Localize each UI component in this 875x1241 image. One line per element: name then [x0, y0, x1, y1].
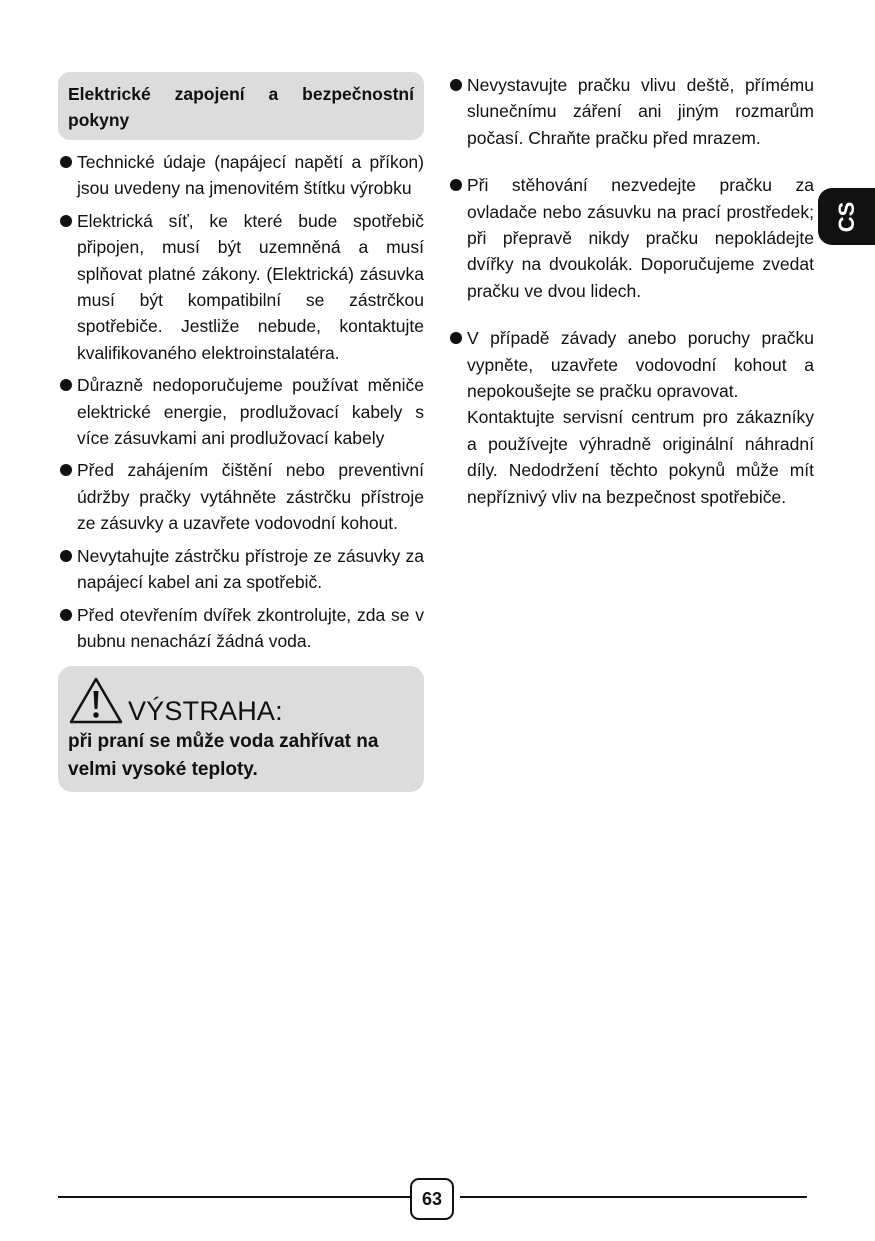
list-item-text: Důrazně nedoporučujeme používat měniče elektrické energie, prodlužovací kabely s více zásuvkami ani prodlužovací kabely [77, 375, 424, 449]
list-item [448, 172, 814, 304]
left-column [58, 72, 424, 792]
list-item-text-continued: Kontaktujte servisní centrum pro zákazníky a používejte výhradně originální náhradní díly. Nedodržení těchto pokynů může mít nepříznivý vliv na bezpečnost spotřebiče. [467, 407, 814, 507]
language-tab [818, 188, 875, 245]
list-item [58, 208, 424, 366]
list-item-text: V případě závady anebo poruchy pračku vypněte, uzavřete vodovodní kohout a nepokoušejte se pračku opravovat. [467, 328, 814, 402]
list-item-text: Elektrická síť, ke které bude spotřebič připojen, musí být uzemněná a musí splňovat platné zákony. (Elektrická) zásuvka musí být kompatibilní se zástrčkou spotřebiče. Jestliže nebude, kontaktujte kvalifikovaného elektroinstalatéra. [77, 210, 424, 363]
list-item-text: Nevystavujte pračku vlivu deště, přímému slunečnímu záření ani jiným rozmarům počasí. Chraňte pračku před mrazem. [467, 75, 814, 148]
bullet-icon [450, 332, 462, 344]
bullet-icon [60, 215, 72, 227]
section-title: Elektrické zapojení a bezpečnostní pokyny [58, 72, 424, 140]
list-item-text: Při stěhování nezvedejte pračku za ovladače nebo zásuvku na prací prostředek; při přepravě nikdy pračku nepokládejte dvířky na dvoukolák. Doporučujeme zvedat pračku ve dvou lidech. [467, 175, 814, 301]
list-item [58, 149, 424, 202]
list-item [58, 543, 424, 596]
list-item-text: Nevytahujte zástrčku přístroje ze zásuvky za napájecí kabel ani za spotřebič. [77, 545, 424, 593]
list-item [448, 325, 814, 510]
page-number: 63 [410, 1178, 454, 1220]
warning-box [58, 666, 424, 792]
right-bullet-list [448, 72, 814, 510]
bullet-icon [60, 379, 72, 391]
bullet-icon [450, 79, 462, 91]
warning-title: VÝSTRAHA: [128, 696, 283, 727]
warning-text: při praní se může voda zahřívat na velmi vysoké teploty. [68, 731, 379, 781]
footer-divider-left [58, 1196, 410, 1198]
list-item-text: Před otevřením dvířek zkontrolujte, zda se v bubnu nenachází žádná voda. [77, 604, 424, 651]
left-bullet-list [58, 149, 424, 654]
bullet-icon [450, 179, 462, 191]
list-item [58, 372, 424, 451]
bullet-icon [60, 609, 72, 621]
bullet-icon [60, 550, 72, 562]
bullet-icon [60, 464, 72, 476]
list-item-text: Před zahájením čištění nebo preventivní údržby pračky vytáhněte zástrčku přístroje ze zásuvky a uzavřete vodovodní kohout. [77, 460, 424, 534]
list-item [58, 457, 424, 536]
footer-divider-right [460, 1196, 807, 1198]
right-column [448, 72, 814, 531]
bullet-icon [60, 156, 72, 168]
language-tab-label: CS [833, 201, 859, 232]
list-item [58, 602, 424, 655]
list-item-text: Technické údaje (napájecí napětí a příkon) jsou uvedeny na jmenovitém štítku výrobku [77, 152, 424, 199]
warning-triangle-icon [68, 676, 124, 726]
warning-header [68, 674, 414, 726]
list-item [448, 72, 814, 151]
